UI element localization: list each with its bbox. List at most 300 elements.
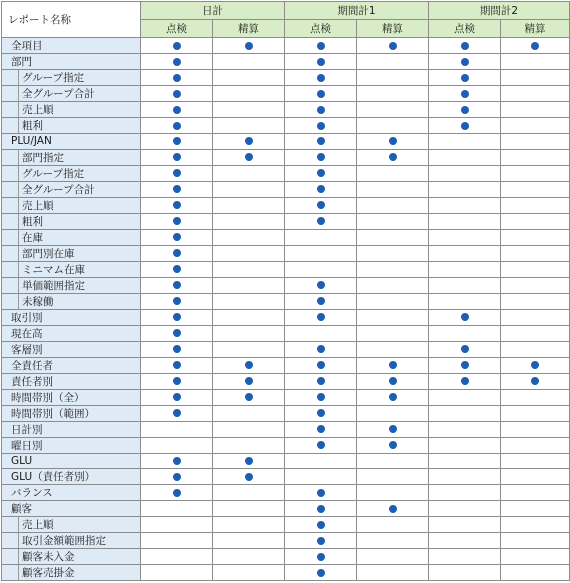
support-cell bbox=[501, 102, 570, 118]
support-cell bbox=[501, 469, 570, 485]
table-row bbox=[2, 102, 570, 118]
support-cell bbox=[357, 437, 429, 453]
support-cell bbox=[141, 181, 213, 197]
supported-dot-icon bbox=[173, 377, 181, 385]
supported-dot-icon bbox=[389, 153, 397, 161]
row-label: 日計別 bbox=[11, 423, 43, 436]
subheader-settle: 精算 bbox=[501, 20, 570, 38]
supported-dot-icon bbox=[173, 137, 181, 145]
support-cell bbox=[285, 261, 357, 277]
support-cell bbox=[501, 437, 570, 453]
row-label: 部門指定 bbox=[22, 151, 64, 164]
row-label-cell bbox=[2, 197, 141, 213]
support-cell bbox=[357, 229, 429, 245]
support-cell bbox=[213, 213, 285, 229]
supported-dot-icon bbox=[173, 169, 181, 177]
support-cell bbox=[429, 437, 501, 453]
support-cell bbox=[141, 565, 213, 581]
row-label: 責任者別 bbox=[11, 375, 53, 388]
supported-dot-icon bbox=[245, 137, 253, 145]
subheader-check: 点検 bbox=[141, 20, 213, 38]
support-cell bbox=[213, 229, 285, 245]
support-cell bbox=[213, 102, 285, 118]
support-cell bbox=[357, 341, 429, 357]
indent-spacer bbox=[2, 70, 19, 85]
row-label: 未稼働 bbox=[22, 295, 54, 308]
support-cell bbox=[141, 102, 213, 118]
row-label: 単価範囲指定 bbox=[22, 279, 85, 292]
row-label: 粗利 bbox=[22, 215, 43, 228]
support-cell bbox=[213, 86, 285, 102]
indent-spacer bbox=[2, 230, 19, 245]
support-cell bbox=[141, 165, 213, 181]
support-cell bbox=[357, 165, 429, 181]
supported-dot-icon bbox=[389, 425, 397, 433]
row-label: グループ指定 bbox=[22, 167, 85, 180]
indent-spacer bbox=[2, 549, 19, 564]
supported-dot-icon bbox=[531, 377, 539, 385]
supported-dot-icon bbox=[389, 505, 397, 513]
support-cell bbox=[285, 469, 357, 485]
table-row bbox=[2, 245, 570, 261]
support-cell bbox=[141, 134, 213, 150]
row-label-cell bbox=[2, 501, 141, 517]
support-cell bbox=[429, 549, 501, 565]
support-cell bbox=[429, 389, 501, 405]
row-label-cell bbox=[2, 165, 141, 181]
row-label-cell bbox=[2, 118, 141, 134]
support-cell bbox=[501, 213, 570, 229]
row-label: 全グループ合計 bbox=[22, 88, 95, 100]
support-cell bbox=[213, 181, 285, 197]
row-label-cell bbox=[2, 245, 141, 261]
supported-dot-icon bbox=[461, 58, 469, 66]
supported-dot-icon bbox=[389, 42, 397, 50]
table-row bbox=[2, 70, 570, 86]
row-label: 売上順 bbox=[22, 199, 54, 212]
support-cell bbox=[429, 565, 501, 581]
support-cell bbox=[285, 54, 357, 70]
supported-dot-icon bbox=[531, 42, 539, 50]
support-cell bbox=[285, 533, 357, 549]
support-cell bbox=[501, 373, 570, 389]
supported-dot-icon bbox=[389, 441, 397, 449]
support-cell bbox=[429, 229, 501, 245]
support-cell bbox=[285, 325, 357, 341]
supported-dot-icon bbox=[389, 393, 397, 401]
support-cell bbox=[141, 341, 213, 357]
row-label: PLU/JAN bbox=[11, 135, 52, 148]
support-cell bbox=[501, 181, 570, 197]
support-cell bbox=[141, 373, 213, 389]
support-cell bbox=[357, 149, 429, 165]
support-cell bbox=[285, 70, 357, 86]
supported-dot-icon bbox=[173, 265, 181, 273]
support-cell bbox=[141, 38, 213, 54]
table-row bbox=[2, 357, 570, 373]
support-cell bbox=[285, 565, 357, 581]
indent-spacer bbox=[2, 182, 19, 197]
support-cell bbox=[429, 293, 501, 309]
support-cell bbox=[357, 453, 429, 469]
support-cell bbox=[141, 213, 213, 229]
group-header-period2: 期間計2 bbox=[429, 2, 570, 20]
supported-dot-icon bbox=[461, 74, 469, 82]
row-label-cell bbox=[2, 469, 141, 485]
indent-spacer bbox=[2, 517, 19, 532]
support-cell bbox=[429, 309, 501, 325]
support-cell bbox=[501, 86, 570, 102]
support-cell bbox=[141, 149, 213, 165]
support-cell bbox=[429, 341, 501, 357]
row-label-cell bbox=[2, 437, 141, 453]
row-label-cell bbox=[2, 405, 141, 421]
support-cell bbox=[141, 405, 213, 421]
support-cell bbox=[285, 86, 357, 102]
supported-dot-icon bbox=[245, 473, 253, 481]
supported-dot-icon bbox=[173, 297, 181, 305]
report-support-table bbox=[1, 1, 570, 581]
support-cell bbox=[141, 261, 213, 277]
row-label: ミニマム在庫 bbox=[22, 263, 85, 276]
support-cell bbox=[213, 54, 285, 70]
support-cell bbox=[429, 165, 501, 181]
support-cell bbox=[285, 229, 357, 245]
table-row bbox=[2, 165, 570, 181]
row-label-cell bbox=[2, 277, 141, 293]
support-cell bbox=[213, 38, 285, 54]
row-label-cell bbox=[2, 533, 141, 549]
support-cell bbox=[501, 54, 570, 70]
table-row bbox=[2, 405, 570, 421]
supported-dot-icon bbox=[317, 90, 325, 98]
support-cell bbox=[285, 134, 357, 150]
support-cell bbox=[357, 118, 429, 134]
supported-dot-icon bbox=[173, 281, 181, 289]
row-label-cell bbox=[2, 357, 141, 373]
support-cell bbox=[285, 165, 357, 181]
support-cell bbox=[213, 70, 285, 86]
support-cell bbox=[357, 245, 429, 261]
supported-dot-icon bbox=[245, 361, 253, 369]
support-cell bbox=[357, 134, 429, 150]
support-cell bbox=[141, 469, 213, 485]
table-row bbox=[2, 38, 570, 54]
row-label: 全グループ合計 bbox=[22, 183, 95, 196]
support-cell bbox=[213, 118, 285, 134]
support-cell bbox=[141, 118, 213, 134]
row-label-cell bbox=[2, 517, 141, 533]
supported-dot-icon bbox=[317, 345, 325, 353]
supported-dot-icon bbox=[173, 489, 181, 497]
indent-spacer bbox=[2, 166, 19, 181]
supported-dot-icon bbox=[173, 106, 181, 114]
support-cell bbox=[285, 245, 357, 261]
support-cell bbox=[141, 70, 213, 86]
supported-dot-icon bbox=[389, 361, 397, 369]
support-cell bbox=[285, 149, 357, 165]
row-label: 顧客未入金 bbox=[22, 551, 75, 564]
row-label-cell bbox=[2, 213, 141, 229]
row-label: バランス bbox=[11, 487, 53, 500]
support-cell bbox=[429, 469, 501, 485]
supported-dot-icon bbox=[461, 313, 469, 321]
table-row bbox=[2, 261, 570, 277]
support-cell bbox=[501, 325, 570, 341]
support-cell bbox=[357, 86, 429, 102]
table-row bbox=[2, 437, 570, 453]
support-cell bbox=[141, 293, 213, 309]
support-cell bbox=[285, 453, 357, 469]
supported-dot-icon bbox=[317, 313, 325, 321]
support-cell bbox=[285, 102, 357, 118]
support-cell bbox=[501, 70, 570, 86]
support-cell bbox=[357, 405, 429, 421]
indent-spacer bbox=[2, 150, 19, 165]
support-cell bbox=[357, 261, 429, 277]
report-name-header: レポート名称 bbox=[2, 2, 141, 38]
supported-dot-icon bbox=[173, 409, 181, 417]
row-label: 全項目 bbox=[11, 40, 43, 52]
support-cell bbox=[429, 261, 501, 277]
support-cell bbox=[213, 517, 285, 533]
row-label-cell bbox=[2, 565, 141, 581]
support-cell bbox=[213, 293, 285, 309]
supported-dot-icon bbox=[317, 217, 325, 225]
row-label-cell bbox=[2, 261, 141, 277]
supported-dot-icon bbox=[461, 90, 469, 98]
row-label-cell bbox=[2, 134, 141, 150]
supported-dot-icon bbox=[461, 122, 469, 130]
row-label-cell bbox=[2, 485, 141, 501]
indent-spacer bbox=[2, 294, 19, 309]
support-cell bbox=[141, 389, 213, 405]
support-cell bbox=[141, 437, 213, 453]
supported-dot-icon bbox=[461, 361, 469, 369]
subheader-check: 点検 bbox=[429, 20, 501, 38]
support-cell bbox=[501, 309, 570, 325]
supported-dot-icon bbox=[317, 137, 325, 145]
support-cell bbox=[357, 293, 429, 309]
support-cell bbox=[501, 165, 570, 181]
support-cell bbox=[141, 517, 213, 533]
support-cell bbox=[141, 533, 213, 549]
indent-spacer bbox=[2, 118, 19, 133]
supported-dot-icon bbox=[317, 537, 325, 545]
table-row bbox=[2, 213, 570, 229]
support-cell bbox=[501, 453, 570, 469]
support-cell bbox=[429, 197, 501, 213]
table-row bbox=[2, 485, 570, 501]
supported-dot-icon bbox=[173, 201, 181, 209]
row-label: 顧客 bbox=[11, 503, 32, 516]
support-cell bbox=[429, 86, 501, 102]
table-row bbox=[2, 341, 570, 357]
support-cell bbox=[357, 325, 429, 341]
support-cell bbox=[429, 54, 501, 70]
supported-dot-icon bbox=[173, 74, 181, 82]
support-cell bbox=[285, 421, 357, 437]
supported-dot-icon bbox=[245, 377, 253, 385]
table-body bbox=[2, 38, 570, 581]
support-cell bbox=[357, 421, 429, 437]
support-cell bbox=[213, 341, 285, 357]
support-cell bbox=[285, 373, 357, 389]
supported-dot-icon bbox=[317, 201, 325, 209]
support-cell bbox=[357, 501, 429, 517]
table-row bbox=[2, 118, 570, 134]
support-cell bbox=[429, 357, 501, 373]
supported-dot-icon bbox=[245, 42, 253, 50]
supported-dot-icon bbox=[317, 122, 325, 130]
table-row bbox=[2, 325, 570, 341]
support-cell bbox=[429, 277, 501, 293]
support-cell bbox=[501, 229, 570, 245]
support-cell bbox=[501, 293, 570, 309]
support-cell bbox=[357, 309, 429, 325]
supported-dot-icon bbox=[317, 425, 325, 433]
row-label-cell bbox=[2, 453, 141, 469]
support-cell bbox=[141, 357, 213, 373]
support-cell bbox=[285, 118, 357, 134]
support-cell bbox=[213, 549, 285, 565]
row-label: GLU bbox=[11, 455, 33, 468]
supported-dot-icon bbox=[317, 521, 325, 529]
support-cell bbox=[213, 134, 285, 150]
support-cell bbox=[429, 149, 501, 165]
support-cell bbox=[429, 453, 501, 469]
support-cell bbox=[213, 389, 285, 405]
table-row bbox=[2, 54, 570, 70]
support-cell bbox=[429, 245, 501, 261]
support-cell bbox=[285, 293, 357, 309]
support-cell bbox=[285, 277, 357, 293]
support-cell bbox=[429, 102, 501, 118]
row-label-cell bbox=[2, 293, 141, 309]
support-cell bbox=[501, 245, 570, 261]
row-label: 現在高 bbox=[11, 327, 43, 340]
support-cell bbox=[285, 341, 357, 357]
supported-dot-icon bbox=[173, 153, 181, 161]
supported-dot-icon bbox=[389, 377, 397, 385]
subheader-settle: 精算 bbox=[213, 20, 285, 38]
support-cell bbox=[141, 277, 213, 293]
supported-dot-icon bbox=[317, 489, 325, 497]
row-label: 粗利 bbox=[22, 120, 43, 132]
support-cell bbox=[213, 373, 285, 389]
indent-spacer bbox=[2, 262, 19, 277]
row-label: 顧客売掛金 bbox=[22, 567, 75, 580]
support-cell bbox=[429, 325, 501, 341]
support-cell bbox=[285, 517, 357, 533]
support-cell bbox=[429, 70, 501, 86]
support-cell bbox=[213, 437, 285, 453]
supported-dot-icon bbox=[317, 74, 325, 82]
table-row bbox=[2, 469, 570, 485]
supported-dot-icon bbox=[317, 553, 325, 561]
subheader-check: 点検 bbox=[285, 20, 357, 38]
indent-spacer bbox=[2, 214, 19, 229]
support-cell bbox=[357, 181, 429, 197]
support-cell bbox=[357, 389, 429, 405]
row-label-cell bbox=[2, 341, 141, 357]
supported-dot-icon bbox=[317, 185, 325, 193]
support-cell bbox=[141, 229, 213, 245]
row-label-cell bbox=[2, 549, 141, 565]
support-cell bbox=[285, 437, 357, 453]
support-cell bbox=[501, 517, 570, 533]
supported-dot-icon bbox=[317, 153, 325, 161]
support-cell bbox=[501, 501, 570, 517]
support-cell bbox=[213, 533, 285, 549]
support-cell bbox=[213, 421, 285, 437]
support-cell bbox=[501, 485, 570, 501]
table-row bbox=[2, 181, 570, 197]
supported-dot-icon bbox=[173, 185, 181, 193]
support-cell bbox=[501, 149, 570, 165]
indent-spacer bbox=[2, 246, 19, 261]
table-row bbox=[2, 86, 570, 102]
row-label: 時間帯別（全） bbox=[11, 391, 85, 404]
table-row bbox=[2, 453, 570, 469]
support-cell bbox=[501, 357, 570, 373]
support-cell bbox=[285, 309, 357, 325]
support-cell bbox=[357, 213, 429, 229]
support-cell bbox=[213, 309, 285, 325]
row-label-cell bbox=[2, 325, 141, 341]
supported-dot-icon bbox=[317, 505, 325, 513]
row-label: 全責任者 bbox=[11, 359, 53, 372]
support-cell bbox=[357, 517, 429, 533]
support-cell bbox=[213, 277, 285, 293]
support-cell bbox=[501, 38, 570, 54]
support-cell bbox=[501, 549, 570, 565]
row-label-cell bbox=[2, 149, 141, 165]
supported-dot-icon bbox=[317, 361, 325, 369]
support-cell bbox=[213, 405, 285, 421]
support-cell bbox=[429, 533, 501, 549]
indent-spacer bbox=[2, 86, 19, 101]
support-cell bbox=[501, 389, 570, 405]
row-label: 在庫 bbox=[22, 231, 43, 244]
row-label-cell bbox=[2, 181, 141, 197]
supported-dot-icon bbox=[173, 42, 181, 50]
row-label: 取引金額範囲指定 bbox=[22, 535, 106, 548]
support-cell bbox=[285, 38, 357, 54]
support-cell bbox=[501, 533, 570, 549]
supported-dot-icon bbox=[245, 457, 253, 465]
support-cell bbox=[429, 421, 501, 437]
indent-spacer bbox=[2, 102, 19, 117]
supported-dot-icon bbox=[317, 281, 325, 289]
support-cell bbox=[141, 245, 213, 261]
supported-dot-icon bbox=[173, 122, 181, 130]
support-cell bbox=[285, 485, 357, 501]
row-label: 時間帯別（範囲） bbox=[11, 407, 95, 420]
supported-dot-icon bbox=[245, 393, 253, 401]
table-row bbox=[2, 533, 570, 549]
table-row bbox=[2, 373, 570, 389]
support-cell bbox=[357, 357, 429, 373]
row-label: 取引別 bbox=[11, 311, 43, 324]
row-label: 売上順 bbox=[22, 104, 54, 116]
indent-spacer bbox=[2, 533, 19, 548]
supported-dot-icon bbox=[317, 569, 325, 577]
support-cell bbox=[429, 38, 501, 54]
support-cell bbox=[501, 134, 570, 150]
supported-dot-icon bbox=[317, 297, 325, 305]
row-label: 売上順 bbox=[22, 519, 54, 532]
